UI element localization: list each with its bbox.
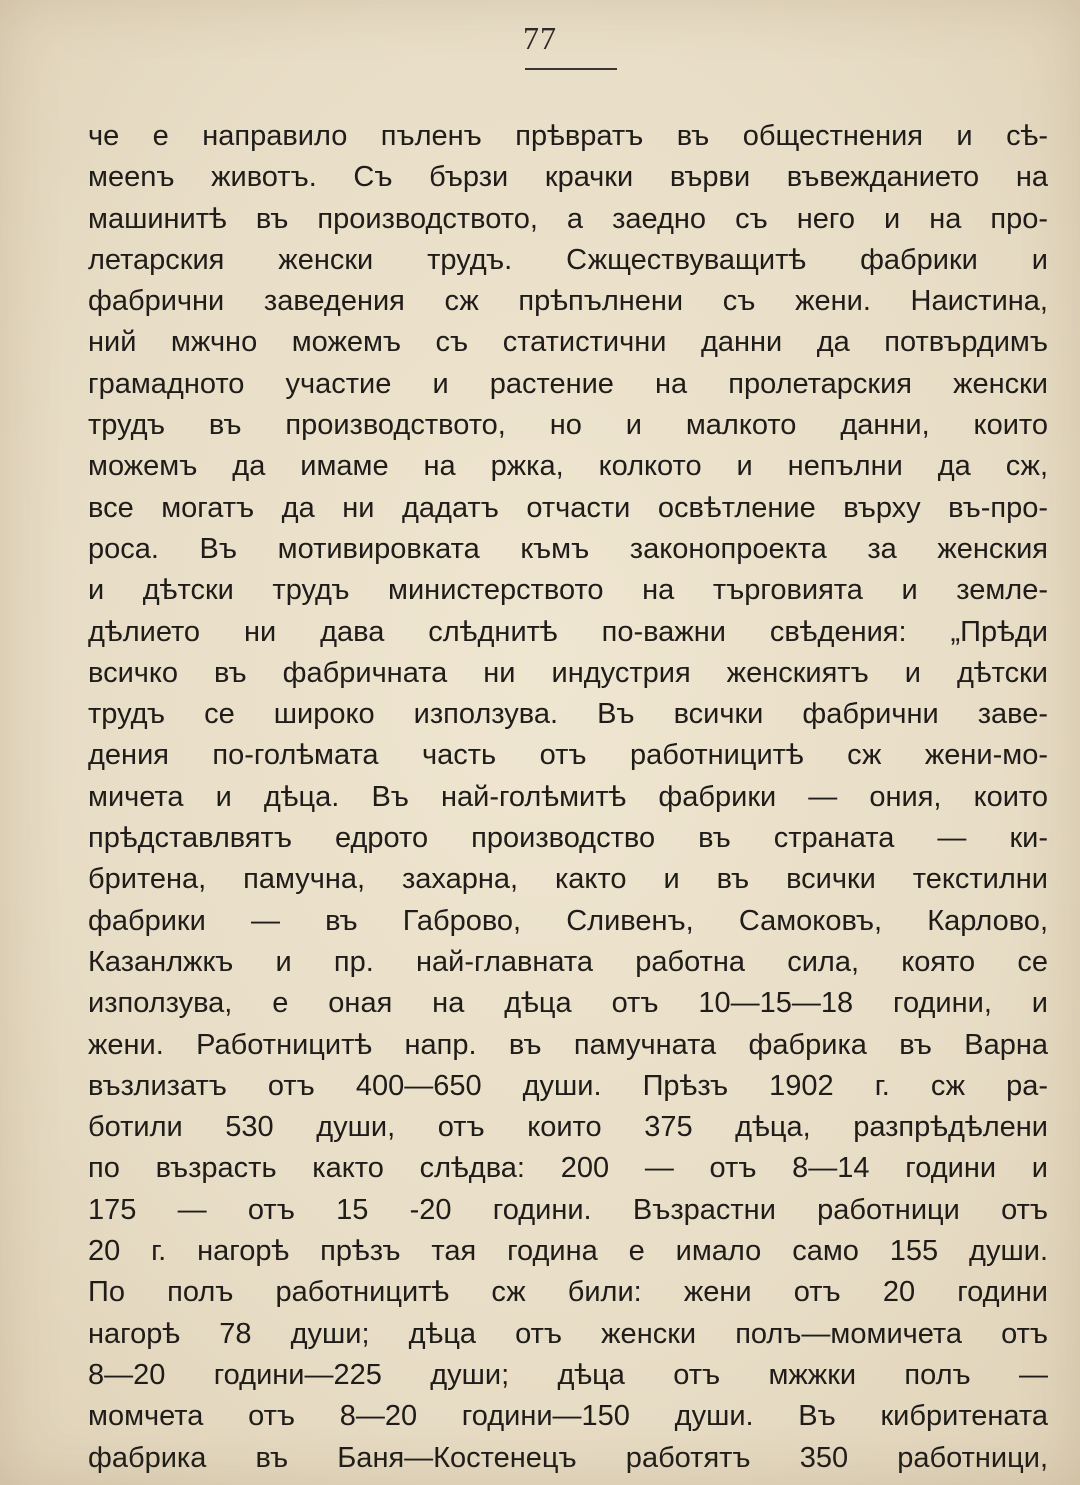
- text-line: и дѣтски трудъ министерството на търговията и земле-: [88, 574, 1048, 607]
- text-line: фабрики — въ Габрово, Сливенъ, Самоковъ, Карлово,: [88, 904, 1048, 937]
- text-line: машинитѣ въ производството, а заедно съ него и на про-: [88, 202, 1048, 235]
- text-line: дѣлието ни дава слѣднитѣ по-важни свѣдения: „Прѣди: [88, 615, 1048, 648]
- text-line: роса. Въ мотивировката къмъ законопроекта за женския: [88, 532, 1048, 565]
- text-line: 20 г. нагорѣ прѣзъ тая година е имало само 155 души.: [88, 1235, 1048, 1268]
- text-line: 175 — отъ 15 -20 години. Възрастни работници отъ: [88, 1193, 1048, 1226]
- text-line: нагорѣ 78 души; дѣца отъ женски полъ—момичета отъ: [88, 1317, 1048, 1350]
- text-line: По полъ работницитѣ сж били: жени отъ 20 години: [88, 1276, 1048, 1309]
- text-line: трудъ въ производството, но и малкото данни, които: [88, 409, 1048, 442]
- text-line: Казанлжкъ и пр. най-главната работна сила, която се: [88, 945, 1048, 978]
- text-line: все могатъ да ни дадатъ отчасти освѣтление върху въ-про-: [88, 491, 1048, 524]
- text-line: можемъ да имаме на ржка, колкото и непълни да сж,: [88, 450, 1048, 483]
- text-line: летарския женски трудъ. Сжществуващитѣ фабрики и: [88, 243, 1048, 276]
- body-text: [88, 116, 1048, 1479]
- text-line: фабрични заведения сж прѣпълнени съ жени. Наистина,: [88, 285, 1048, 318]
- text-line: мееnъ животъ. Съ бързи крачки върви въвежданието на: [88, 161, 1048, 194]
- text-line: фабрика въ Баня—Костенецъ работятъ 350 работници,: [88, 1441, 1048, 1474]
- text-line: че е направило пъленъ прѣвратъ въ общестнения и сѣ-: [88, 120, 1048, 152]
- text-line: възлизатъ отъ 400—650 души. Прѣзъ 1902 г. сж ра-: [88, 1069, 1048, 1102]
- text-line: използува, е оная на дѣца отъ 10—15—18 години, и: [88, 987, 1048, 1020]
- text-line: по възрасть както слѣдва: 200 — отъ 8—14 години и: [88, 1152, 1048, 1185]
- text-line: дения по-голѣмата часть отъ работницитѣ сж жени-мо-: [88, 739, 1048, 772]
- page-number: 77: [523, 20, 557, 56]
- text-line: ний мжчно можемъ съ статистични данни да потвърдимъ: [88, 326, 1048, 359]
- text-line: мичета и дѣца. Въ най-голѣмитѣ фабрики — ония, които: [88, 780, 1048, 813]
- text-line: 8—20 години—225 души; дѣца отъ мжжки полъ —: [88, 1358, 1048, 1391]
- text-line: момчета отъ 8—20 години—150 души. Въ кибритената: [88, 1400, 1048, 1433]
- text-line: бритена, памучна, захарна, както и въ всички текстилни: [88, 863, 1048, 896]
- text-line: ботили 530 души, отъ които 375 дѣца, разпрѣдѣлени: [88, 1111, 1048, 1144]
- header-rule: [525, 68, 617, 70]
- text-line: всичко въ фабричната ни индустрия женскиятъ и дѣтски: [88, 656, 1048, 689]
- text-line: прѣдставлвятъ едрото производство въ страната — ки-: [88, 822, 1048, 855]
- text-line: грамадното участие и растение на пролетарския женски: [88, 367, 1048, 400]
- text-line: жени. Работницитѣ напр. въ памучната фабрика въ Варна: [88, 1028, 1048, 1061]
- text-line: трудъ се широко използува. Въ всички фабрични заве-: [88, 698, 1048, 731]
